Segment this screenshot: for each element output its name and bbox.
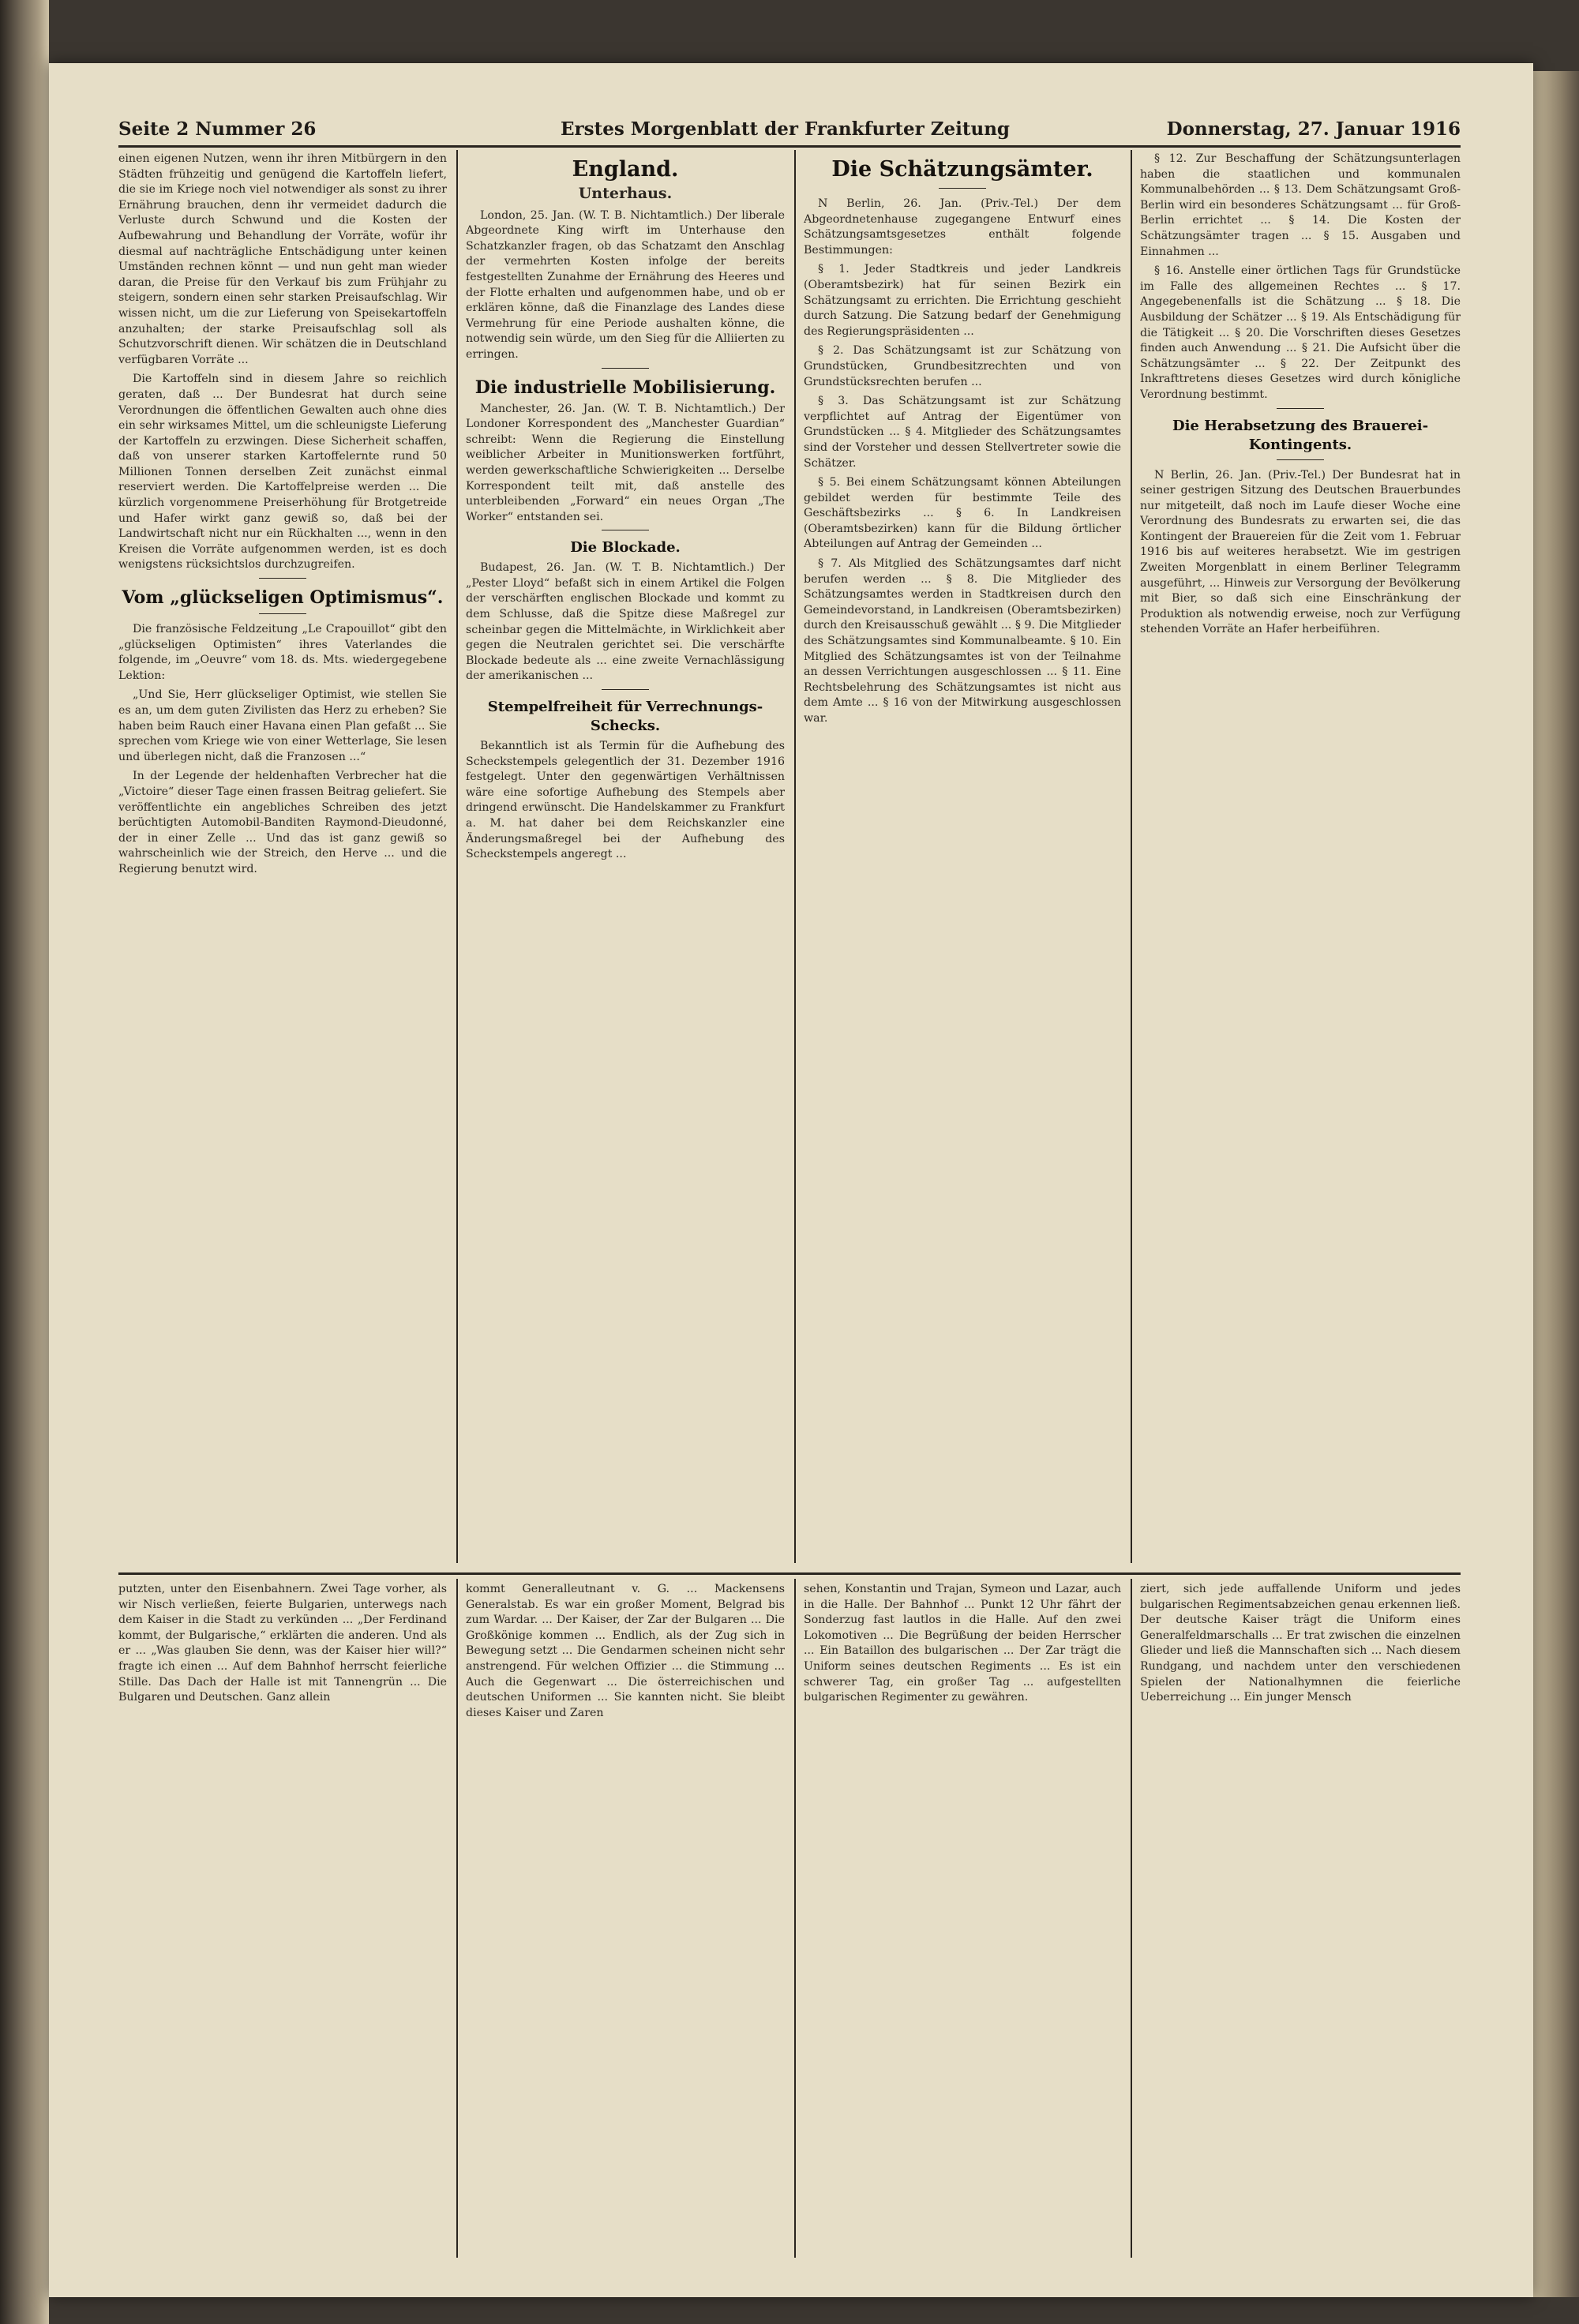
page-edge	[1533, 71, 1579, 2297]
section-rule	[118, 1572, 1461, 1575]
paragraph: § 2. Das Schätzungsamt ist zur Schätzung von Grundstücken, Grundbesitzrechten und von Grundstücksrechten berufen ...	[804, 344, 1121, 388]
paragraph: Die französische Feldzeitung „Le Crapouillot“ gibt den „glückseligen Optimisten“ ihres Vaterlandes die folgende, im „Oeuvre“ vom 18. ds. Mts. wiedergegebene Lektion:	[118, 623, 447, 682]
header-masthead: Erstes Morgenblatt der Frankfurter Zeitung	[561, 118, 1011, 140]
paragraph: Bekanntlich ist als Termin für die Aufhebung des Scheckstempels gelegentlich der 31. Dezember 1916 festgelegt. Unter den gegenwärtigen Verhältnissen wäre eine sofortige Aufhebung des Stempels aber dringend erwünscht. Die Handelskammer zu Frankfurt a. M. hat daher bei dem Reichskanzler eine Änderungsmaßregel bei der Aufhebung des Scheckstempels angeregt ...	[466, 740, 785, 861]
article-title: Stempelfreiheit für Verrechnungs-Schecks.	[487, 699, 763, 735]
column-4	[1140, 152, 1461, 1565]
paragraph: ziert, sich jede auffallende Uniform und jedes bulgarischen Regimentsabzeichen genau erkennen ließ. Der deutsche Kaiser trägt die Uniform eines Generalfeldmarschalls ... Er trat zwischen die einzelnen Glieder und ließ die Mannschaften sich ... Nach diesem Rundgang, und nachdem unter den verschiedenen Spielen der Nationalhymnen die feierliche Ueberreichung ... Ein junger Mensch	[1140, 1583, 1461, 1704]
header-date: Donnerstag, 27. Januar 1916	[1166, 118, 1461, 140]
column-1	[118, 152, 447, 1565]
column-3	[804, 152, 1121, 1565]
paragraph: § 7. Als Mitglied des Schätzungsamtes darf nicht berufen werden ... § 8. Die Mitglieder des Schätzungsamtes werden in Stadtkreisen durch den Gemeindevorstand, in Landkreisen (Oberamtsbezirken) durch den Kreisausschuß gewählt ... § 9. Die Mitglieder des Schätzungsamtes sind Kommunalbeamte. § 10. Ein Mitglied des Schätzungsamtes ist von der Teilnahme an dessen Verrichtungen ausgeschlossen ... § 11. Eine Rechtsbelehrung des Schätzungsamtes ist nicht aus dem Amte ... § 16 von der Mitwirkung ausgeschlossen war.	[804, 557, 1121, 725]
column-divider	[1131, 150, 1132, 1563]
feuilleton-column-2	[466, 1582, 785, 2253]
paragraph: § 1. Jeder Stadtkreis und jeder Landkreis (Oberamtsbezirk) hat für seinen Bezirk ein Schätzungsamt zu errichten. Die Errichtung geschieht durch Satzung. Die Satzung bedarf der Genehmigung des Regierungspräsidenten ...	[804, 263, 1121, 338]
feuilleton-column-4	[1140, 1582, 1461, 2253]
column-divider	[456, 1579, 458, 2258]
paragraph: N Berlin, 26. Jan. (Priv.-Tel.) Der Bundesrat hat in seiner gestrigen Sitzung des Deutschen Brauerbundes nur mitgeteilt, daß noch im Laufe dieser Woche eine Verordnung des Bundesrats zu erwarten sei, die das Kontingent der Brauereien für die Zeit vom 1. Februar 1916 bis auf weiteres herabsetzt. Wie im gestrigen Zweiten Morgenblatt in einem Berliner Telegramm ausgeführt, ... Hinweis zur Versorgung der Bevölkerung mit Bier, so daß sich eine Einschränkung der Produktion als notwendig erweise, noch zur Verfügung stehenden Vorräte an Hafer herbeiführen.	[1140, 468, 1461, 636]
paragraph: In der Legende der heldenhaften Verbrecher hat die „Victoire“ dieser Tage einen frassen Beitrag geliefert. Sie veröffentlichte ein angebliches Schreiben des jetzt berüchtigten Automobil-Banditen Raymond-Dieudonné, der in einer Zelle ... Und das ist ganz gewiß so wahrscheinlich wie der Streich, den Herve ... und die Regierung benutzt wird.	[118, 770, 447, 875]
column-divider	[794, 150, 796, 1563]
paragraph: § 3. Das Schätzungsamt ist zur Schätzung verpflichtet auf Antrag der Eigentümer von Grundstücken ... § 4. Mitglieder des Schätzungsamtes sind der Vorsteher und dessen Stellvertreter sowie die Schätzer.	[804, 395, 1121, 470]
article-title: England.	[572, 157, 679, 182]
paragraph: „Und Sie, Herr glückseliger Optimist, wie stellen Sie es an, um dem guten Zivilisten das Herz zu erheben? Sie haben beim Rauch einer Havana einen Plan gefaßt ... Sie sprechen vom Kriege wie von einer Wetterlage, Sie lesen und überlegen nicht, daß die Franzosen ...“	[118, 688, 447, 763]
article-title: Vom „glückseligen Optimismus“.	[122, 587, 444, 609]
paragraph: § 5. Bei einem Schätzungsamt können Abteilungen gebildet werden für bestimmte Teile des Geschäftsbezirks ... § 6. In Landkreisen (Oberamtsbezirken) kann für die Bildung örtlicher Abteilungen auf Antrag der Gemeinden ...	[804, 476, 1121, 551]
article-title: Die Herabsetzung des Brauerei-Kontingents.	[1172, 417, 1429, 453]
column-divider	[1131, 1579, 1132, 2258]
paragraph: Die Kartoffeln sind in diesem Jahre so reichlich geraten, daß ... Der Bundesrat hat durch seine Verordnungen die öffentlichen Gewalten auch ohne dies ein sehr wirksames Mittel, um die schleunigste Lieferung der Kartoffeln zu erzwingen. Diese Sicherheit schaffen, daß von unserer starken Kartoffelernte rund 50 Millionen Tonnen derselben Zeit zunächst einmal reserviert werden. Die Kartoffelpreise werden ... Die kürzlich vorgenommene Preiserhöhung für Brotgetreide und Hafer wirkt ganz gewiß so, daß bei der Landwirtschaft nicht nur ein Rückhalten ..., wenn in den Kreisen die Vorräte aufgenommen werden, ist es doch wenigstens rücksichtslos durchzugreifen.	[118, 373, 447, 572]
paragraph: N Berlin, 26. Jan. (Priv.-Tel.) Der dem Abgeordnetenhause zugegangene Entwurf eines Schätzungsamtsgesetzes enthält folgende Bestimmungen:	[804, 197, 1121, 257]
article-title: Die Blockade.	[570, 539, 681, 557]
paragraph: einen eigenen Nutzen, wenn ihr ihren Mitbürgern in den Städten frühzeitig und genügend die Kartoffeln liefert, die sie im Kriege noch viel notwendiger als sonst zu ihrer Ernährung brauchen, denn ihr vermeidet dadurch die Verluste durch Schwund und die Kosten der Aufbewahrung und Behandlung der Vorräte, wofür ihr diesmal auf nachträgliche Entschädigung unter keinen Umständen rechnen könnt — und nun geht man wieder daran, die Preise für den Verkauf bis zum Frühjahr zu steigern, sondern einen sehr starken Preisaufschlag. Wir wissen nicht, um die zur Lieferung von Speisekartoffeln anzuhalten; der starke Preisaufschlag soll als Schutzvorschrift dienen. Wir schätzen die in Deutschland verfügbaren Vorräte ...	[118, 152, 447, 366]
column-divider	[794, 1579, 796, 2258]
header-rule	[118, 145, 1461, 148]
column-divider	[456, 150, 458, 1563]
running-header	[118, 118, 1461, 145]
paragraph: London, 25. Jan. (W. T. B. Nichtamtlich.) Der liberale Abgeordnete King wirft im Unterhause den Schatzkanzler fragen, ob das Schatzamt den Anschlag der vermehrten Kosten infolge der bereits festgestellten Zunahme der Ernährung des Heeres und der Flotte erhalten und aufgenommen habe, und ob er erklären könne, daß die Finanzlage des Landes diese Vermehrung für eine Periode aushalten könne, die notwendig sein würde, um den Sieg für die Alliierten zu erringen.	[466, 208, 785, 361]
article-title: Die industrielle Mobilisierung.	[474, 377, 776, 398]
feuilleton-column-1	[118, 1582, 447, 2253]
article-subtitle: Unterhaus.	[578, 185, 673, 202]
book-spine	[0, 0, 49, 2324]
paragraph: Manchester, 26. Jan. (W. T. B. Nichtamtlich.) Der Londoner Korrespondent des „Manchester Guardian“ schreibt: Wenn die Regierung die Einstellung weiblicher Arbeiter in Munitionswerken fortführt, werden gewerkschaftliche Schwierigkeiten ... Derselbe Korrespondent teilt mit, daß anstelle des unterbleibenden „Forward“ ein neues Organ „The Worker“ entstanden sei.	[466, 402, 785, 523]
column-2	[466, 152, 785, 1565]
feuilleton-column-3	[804, 1582, 1121, 2253]
paragraph: § 16. Anstelle einer örtlichen Tags für Grundstücke im Falle des allgemeinen Rechtes ... § 17. Angegebenenfalls ist die Schätzung ... § 18. Die Ausbildung der Schätzer ... § 19. Als Entschädigung für die Tätigkeit ... § 20. Die Vorschriften dieses Gesetzes finden auch Anwendung ... § 21. Die Aufsicht über die Schätzungsämter ... § 22. Der Zeitpunkt des Inkrafttretens dieses Gesetzes wird durch königliche Verordnung bestimmt.	[1140, 264, 1461, 401]
header-page-number: Seite 2 Nummer 26	[118, 118, 317, 140]
paragraph: Budapest, 26. Jan. (W. T. B. Nichtamtlich.) Der „Pester Lloyd“ befaßt sich in einem Artikel die Folgen der verschärften englischen Blockade und kommt zu dem Schlusse, daß die Spitze diese Maßregel zur scheinbar gegen die Mittelmächte, in Wirklichkeit aber gegen die Neutralen gerichtet sei. Die verschärfte Blockade bedeute als ... eine zweite Vernachlässigung der amerikanischen ...	[466, 561, 785, 683]
paragraph: § 12. Zur Beschaffung der Schätzungsunterlagen haben die staatlichen und kommunalen Kommunalbehörden ... § 13. Dem Schätzungsamt Groß-Berlin wird ein besonderes Schätzungsamt ... für Groß-Berlin errichtet ... § 14. Die Kosten der Schätzungsämter tragen ... § 15. Ausgaben und Einnahmen ...	[1140, 152, 1461, 258]
paragraph: sehen, Konstantin und Trajan, Symeon und Lazar, auch in die Halle. Der Bahnhof ... Punkt 12 Uhr fährt der Sonderzug fast lautlos in die Halle. Auf den zwei Lokomotiven ... Die Begrüßung der beiden Herrscher ... Ein Bataillon des bulgarischen ... Der Zar trägt die Uniform seines deutschen Regiments ... Es ist ein schwerer Tag, ein großer Tag ... aufgestellten bulgarischen Regimenter zu gewähren.	[804, 1583, 1121, 1704]
article-title: Die Schätzungsämter.	[831, 157, 1093, 182]
paragraph: putzten, unter den Eisenbahnern. Zwei Tage vorher, als wir Nisch verließen, feierte Bulgarien, unterwegs nach dem Kaiser in die Stadt zu verkünden ... „Der Ferdinand kommt, der Bulgarische,“ erklärten die anderen. Und als er ... „Was glauben Sie denn, was der Kaiser hier will?“ fragte ich einen ... Auf dem Bahnhof herrscht feierliche Stille. Das Dach der Halle ist mit Tannengrün ... Die Bulgaren und Deutschen. Ganz allein	[118, 1583, 447, 1704]
paragraph: kommt Generalleutnant v. G. ... Mackensens Generalstab. Es war ein großer Moment, Belgrad bis zum Wardar. ... Der Kaiser, der Zar der Bulgaren ... Die Großkönige kommen ... Endlich, als der Zug sich in Bewegung setzt ... Die Gendarmen scheinen nicht sehr anstrengend. Für welchen Offizier ... die Stimmung ... Auch die Gegenwart ... Die österreichischen und deutschen Uniformen ... Sie kannten nicht. Sie bleibt dieses Kaiser und Zaren	[466, 1583, 785, 1719]
